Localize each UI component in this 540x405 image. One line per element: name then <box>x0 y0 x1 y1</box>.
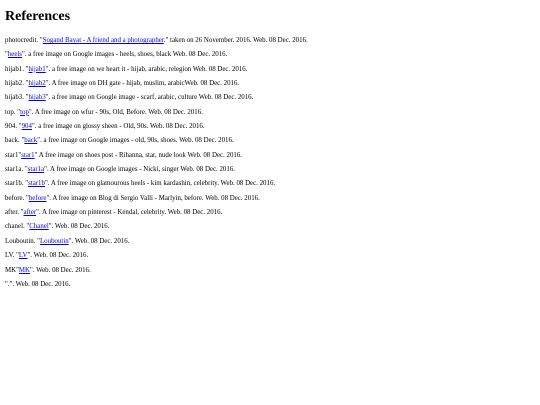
reference-link[interactable]: Louboutin <box>39 237 69 245</box>
reference-link[interactable]: heels <box>7 51 22 59</box>
reference-item <box>5 166 540 174</box>
reference-prefix: before. " <box>5 194 29 202</box>
reference-suffix: ". Web. 08 Dec. 2016. <box>30 266 91 274</box>
reference-link[interactable]: hijab3 <box>28 94 46 102</box>
reference-suffix: ". Web. 08 Dec. 2016. <box>68 237 130 245</box>
reference-suffix: ". A free image on pinterest - Kendal, celebrity. Web. 08 Dec. 2016. <box>36 209 223 217</box>
reference-suffix: ". Web. 08 Dec. 2016. <box>27 252 89 260</box>
reference-suffix: ". a free image on we heart it - hijab, arabic, relegion Web. 08 Dec. 2016. <box>45 65 248 73</box>
reference-link[interactable]: hijab1 <box>28 65 46 73</box>
reference-prefix: hijab1. " <box>5 65 29 73</box>
reference-item <box>5 195 540 203</box>
reference-link[interactable]: MK <box>18 266 31 274</box>
reference-suffix: ." taken on 26 November. 2016. Web. 08 Dec. 2016. <box>163 37 308 44</box>
reference-item <box>5 252 540 260</box>
reference-link[interactable]: before <box>28 194 47 202</box>
reference-suffix: ". a free image on Google images - old, 90s, shoes. Web. 08 Dec. 2016. <box>37 137 234 145</box>
reference-prefix: top. " <box>5 108 21 116</box>
reference-suffix: ". A free image on Blog di Sergio Valli - Marlyin, before. Web. 08 Dec. 2016. <box>46 194 260 202</box>
reference-item <box>5 281 540 289</box>
reference-link[interactable]: LV <box>18 252 28 260</box>
reference-item <box>5 123 540 131</box>
reference-suffix: ". a free image on glossy sheen - Old, 90s. Web. 08 Dec. 2016. <box>31 123 205 131</box>
reference-prefix: star1" <box>5 151 22 159</box>
reference-item <box>5 37 540 45</box>
reference-link[interactable]: star1a <box>27 166 45 174</box>
reference-link[interactable]: Chanel <box>29 223 49 231</box>
reference-suffix: ". A free image on wfur - 90s, Old, Before. Web. 08 Dec. 2016. <box>28 108 203 116</box>
reference-item <box>5 94 540 102</box>
reference-item <box>5 51 540 59</box>
page-title: References <box>5 9 71 24</box>
reference-prefix: MK" <box>5 266 19 274</box>
reference-prefix: hijab3. " <box>5 94 29 102</box>
reference-link[interactable]: after <box>23 209 37 217</box>
reference-prefix: Louboutin. " <box>5 237 40 245</box>
reference-suffix: ". A free image on glamourous heels - kim kardashin, celebrity. Web. 08 Dec. 2016. <box>44 180 276 188</box>
reference-suffix: .". Web. 08 Dec. 2016. <box>7 280 71 288</box>
reference-prefix: photocredit. " <box>5 37 43 44</box>
reference-item <box>5 80 540 88</box>
reference-link[interactable]: Sogand Bayat - A friend and a photographer <box>42 37 164 44</box>
reference-prefix: LV. " <box>5 252 19 260</box>
reference-prefix: hijab2. " <box>5 80 29 88</box>
reference-item <box>5 209 540 217</box>
reference-suffix: ". A free image on DH gate - hijab, muslim, arabicWeb. 08 Dec. 2016. <box>45 80 240 88</box>
reference-item <box>5 223 540 231</box>
reference-suffix: ". a free image on Google image - scarf, arabic, culture Web. 08 Dec. 2016. <box>45 94 254 102</box>
reference-item <box>5 66 540 74</box>
reference-prefix: " <box>5 280 8 288</box>
reference-item <box>5 180 540 188</box>
reference-prefix: after. " <box>5 209 24 217</box>
reference-item <box>5 238 540 246</box>
reference-link[interactable]: star1b <box>28 180 45 188</box>
reference-link[interactable]: top <box>20 108 29 116</box>
reference-suffix: " A free image on shoes post - Rihanna, star, nude look Web. 08 Dec. 2016. <box>34 151 243 159</box>
reference-prefix: 904. " <box>5 123 22 131</box>
reference-suffix: ". a free image on Google images - heels, shoes, black Web. 08 Dec. 2016. <box>22 51 228 59</box>
reference-suffix: ". A free image on Google images - Nicki, singer Web. 08 Dec. 2016. <box>44 166 235 174</box>
reference-link[interactable]: hijab2 <box>28 80 46 88</box>
reference-link[interactable]: back <box>24 137 38 145</box>
reference-item <box>5 267 540 275</box>
reference-item <box>5 137 540 145</box>
reference-list <box>5 37 540 289</box>
reference-link[interactable]: star1 <box>21 151 35 159</box>
reference-item <box>5 109 540 117</box>
reference-suffix: ". Web. 08 Dec. 2016. <box>48 223 110 231</box>
reference-item <box>5 152 540 160</box>
reference-prefix: back. " <box>5 137 25 145</box>
reference-link[interactable]: 904 <box>21 123 32 131</box>
reference-prefix: " <box>5 51 8 59</box>
reference-prefix: chanel. " <box>5 223 30 231</box>
reference-prefix: star1a. " <box>5 166 28 174</box>
reference-prefix: star1b. " <box>5 180 29 188</box>
